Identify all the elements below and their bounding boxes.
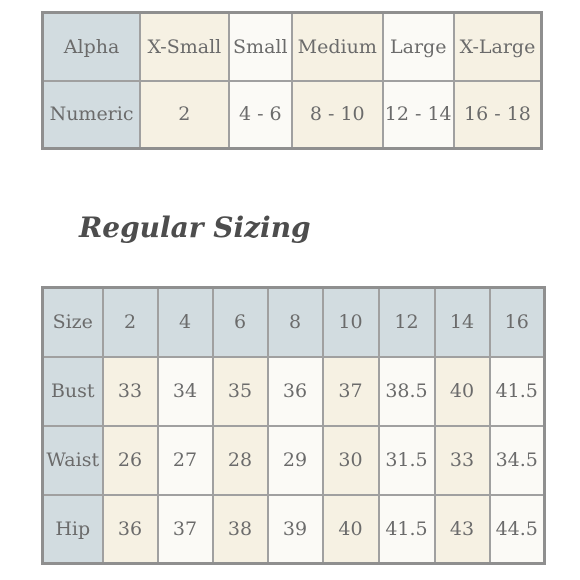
numeric-cell: 8 - 10: [292, 81, 383, 149]
size-header-row: [43, 288, 545, 357]
row-label-size: Size: [43, 288, 103, 357]
numeric-row: [43, 81, 542, 149]
bust-cell: 33: [103, 357, 158, 426]
row-label-alpha: Alpha: [43, 13, 141, 81]
numeric-cell: 2: [140, 81, 229, 149]
bust-cell: 34: [158, 357, 213, 426]
row-label-hip: Hip: [43, 495, 103, 564]
waist-cell: 33: [435, 426, 490, 495]
waist-cell: 34.5: [490, 426, 545, 495]
bust-cell: 38.5: [379, 357, 435, 426]
bust-cell: 40: [435, 357, 490, 426]
size-header-cell: 8: [268, 288, 323, 357]
hip-cell: 36: [103, 495, 158, 564]
bust-cell: 35: [213, 357, 268, 426]
size-header-cell: 10: [323, 288, 379, 357]
bust-cell: 41.5: [490, 357, 545, 426]
hip-cell: 43: [435, 495, 490, 564]
waist-cell: 30: [323, 426, 379, 495]
bust-cell: 36: [268, 357, 323, 426]
size-header-cell: 16: [490, 288, 545, 357]
numeric-cell: 16 - 18: [454, 81, 542, 149]
waist-cell: 27: [158, 426, 213, 495]
hip-cell: 39: [268, 495, 323, 564]
waist-cell: 26: [103, 426, 158, 495]
alpha-cell: Large: [383, 13, 454, 81]
hip-cell: 38: [213, 495, 268, 564]
hip-row: [43, 495, 545, 564]
bust-row: [43, 357, 545, 426]
waist-cell: 31.5: [379, 426, 435, 495]
section-title: Regular Sizing: [79, 211, 311, 244]
alpha-cell: Medium: [292, 13, 383, 81]
numeric-cell: 12 - 14: [383, 81, 454, 149]
alpha-row: [43, 13, 542, 81]
size-header-cell: 2: [103, 288, 158, 357]
waist-row: [43, 426, 545, 495]
row-label-bust: Bust: [43, 357, 103, 426]
bust-cell: 37: [323, 357, 379, 426]
alpha-cell: X-Small: [140, 13, 229, 81]
hip-cell: 40: [323, 495, 379, 564]
waist-cell: 28: [213, 426, 268, 495]
hip-cell: 44.5: [490, 495, 545, 564]
row-label-numeric: Numeric: [43, 81, 141, 149]
regular-sizing-table: [41, 286, 546, 565]
size-header-cell: 4: [158, 288, 213, 357]
numeric-cell: 4 - 6: [229, 81, 292, 149]
row-label-waist: Waist: [43, 426, 103, 495]
alpha-cell: Small: [229, 13, 292, 81]
waist-cell: 29: [268, 426, 323, 495]
size-header-cell: 6: [213, 288, 268, 357]
alpha-cell: X-Large: [454, 13, 542, 81]
alpha-size-table: [41, 11, 543, 150]
hip-cell: 41.5: [379, 495, 435, 564]
size-header-cell: 14: [435, 288, 490, 357]
size-header-cell: 12: [379, 288, 435, 357]
hip-cell: 37: [158, 495, 213, 564]
